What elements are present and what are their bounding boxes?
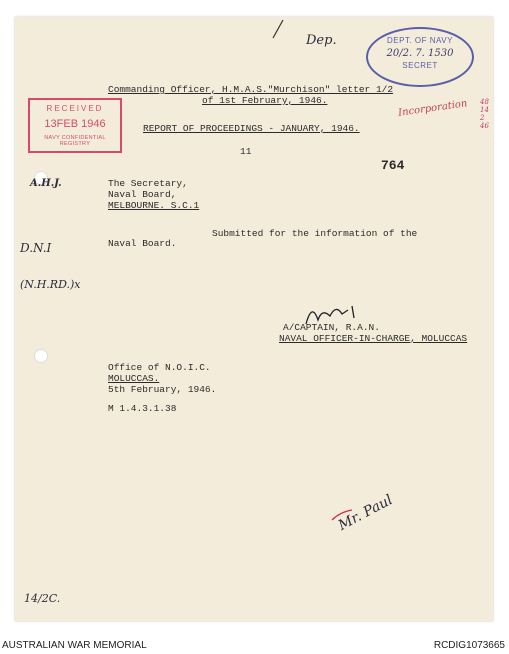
received-stamp-date: 13FEB 1946 (44, 118, 106, 130)
header-line-1: Commanding Officer, H.M.A.S."Murchison" letter 1/2 (108, 84, 394, 95)
addressee-line-2: Naval Board, (108, 189, 177, 200)
received-stamp-label: RECEIVED (46, 104, 104, 113)
reference-number: M 1.4.3.1.38 (108, 403, 177, 414)
addressee-line-1: The Secretary, (108, 178, 188, 189)
received-stamp (28, 98, 122, 153)
handwritten-date-margin: 48 14 2 46 (480, 98, 489, 130)
office-line-2: MOLUCCAS. (108, 373, 160, 384)
handwritten-folio: 14/2C. (24, 592, 61, 605)
navy-stamp-dept: DEPT. OF NAVY (387, 36, 453, 45)
handwritten-incorporation: Incorporation (397, 98, 469, 119)
footer-catalogue-id: RCDIG1073665 (433, 640, 505, 651)
addressee-line-3: MELBOURNE. S.C.1 (108, 200, 200, 211)
office-line-3: 5th February, 1946. (108, 384, 217, 395)
minute-number: 11 (240, 146, 252, 157)
handwritten-dep: Dep. (306, 33, 337, 48)
navy-dept-stamp (366, 27, 474, 87)
signature-title: NAVAL OFFICER-IN-CHARGE, MOLUCCAS (279, 333, 468, 344)
footer-source: AUSTRALIAN WAR MEMORIAL (2, 640, 147, 651)
navy-stamp-classification: SECRET (402, 61, 438, 70)
body-line-2: Naval Board. (108, 238, 177, 249)
handwritten-nhrd: (N.H.RD.)x (20, 278, 81, 291)
red-tick-icon (330, 508, 354, 526)
signature-rank: A/CAPTAIN, R.A.N. (283, 322, 380, 333)
handwritten-bottom-signature: Mr. Paul (335, 492, 396, 534)
office-line-1: Office of N.O.I.C. (108, 362, 211, 373)
pen-stroke-icon (270, 18, 286, 40)
file-number: 764 (381, 158, 405, 173)
handwritten-dni: D.N.I (20, 241, 52, 255)
body-line-1: Submitted for the information of the (212, 228, 418, 239)
header-line-2: of 1st February, 1946. (202, 95, 328, 106)
punch-hole (34, 349, 48, 363)
navy-stamp-number: 20/2. 7. 1530 (386, 48, 454, 59)
received-stamp-registry: NAVY CONFIDENTIAL REGISTRY (44, 135, 106, 147)
report-title: REPORT OF PROCEEDINGS - JANUARY, 1946. (143, 123, 360, 134)
handwritten-initials-left: A.H.J. (30, 178, 62, 189)
